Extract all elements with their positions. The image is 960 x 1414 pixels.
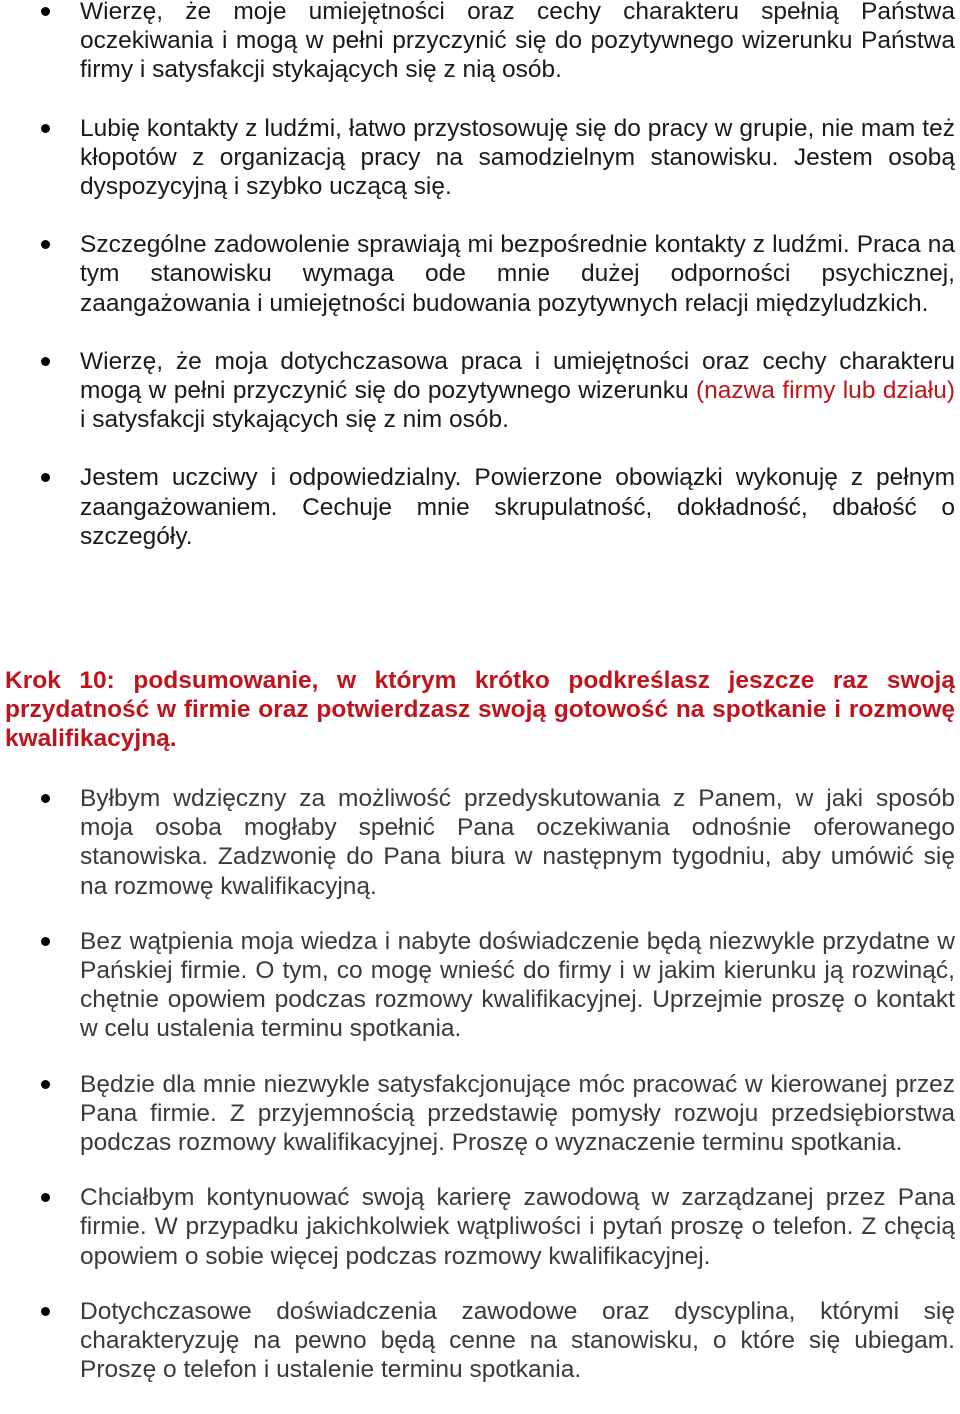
bullet-icon [41, 7, 50, 16]
list-item-text: Będzie dla mnie niezwykle satysfakcjonujące móc pracować w kierowanej przez Pana firmie. Z przyjemnością przedstawię pomysły rozwoju przedsiębiorstwa podczas rozmowy kwalifikacyjnej. Proszę o wyznaczenie terminu spotkania. [80, 1070, 955, 1157]
list-item-text: Dotychczasowe doświadczenia zawodowe oraz dyscyplina, którymi się charakteryzuję na pewno będą cenne na stanowisku, o które się ubiegam. Proszę o telefon i ustalenie terminu spotkania. [80, 1297, 955, 1384]
bullet-icon [41, 357, 50, 366]
bullet-icon [41, 124, 50, 133]
list-item [0, 1297, 960, 1385]
bullet-list-2 [0, 784, 960, 1384]
bullet-list-1 [0, 0, 960, 551]
list-item-text: Jestem uczciwy i odpowiedzialny. Powierzone obowiązki wykonuję z pełnym zaangażowaniem. Cechuje mnie skrupulatność, dokładność, dbałość o szczegóły. [80, 464, 955, 550]
list-item [0, 927, 960, 1044]
list-item-text: Byłbym wdzięczny za możliwość przedyskutowania z Panem, w jaki sposób moja osoba mogłaby spełnić Pana oczekiwania odnośnie oferowanego stanowiska. Zadzwonię do Pana biura w następnym tygodniu, aby umówić się na rozmowę kwalifikacyjną. [80, 785, 955, 900]
bullet-icon [41, 794, 50, 803]
placeholder-company-name: (nazwa firmy lub działu) [695, 377, 955, 405]
list-item [0, 1183, 960, 1271]
list-item [0, 463, 960, 551]
bullet-icon [41, 1193, 50, 1202]
bullet-icon [41, 240, 50, 249]
bullet-icon [41, 1080, 50, 1089]
text-segment: i satysfakcji stykających się z nim osób. [80, 406, 509, 434]
list-item-text: Lubię kontakty z ludźmi, łatwo przystosowuję się do pracy w grupie, nie mam też kłopotów z organizacją pracy na samodzielnym stanowisku. Jestem osobą dyspozycyjną i szybko uczącą się. [80, 114, 955, 201]
bullet-icon [41, 937, 50, 946]
list-item-text: Wierzę, że moje umiejętności oraz cechy charakteru spełnią Państwa oczekiwania i mogą w pełni przyczynić się do pozytywnego wizerunku Państwa firmy i satysfakcji stykających się z nią osób. [80, 0, 955, 84]
list-item [0, 230, 960, 318]
list-item [0, 114, 960, 202]
section-heading: Krok 10: podsumowanie, w którym krótko podkreślasz jeszcze raz swoją przydatność w firmie oraz potwierdzasz swoją gotowość na spotkanie i rozmowę kwalifikacyjną. [5, 667, 955, 753]
bullet-icon [41, 473, 50, 482]
list-item-text: Chciałbym kontynuować swoją karierę zawodową w zarządzanej przez Pana firmie. W przypadku jakichkolwiek wątpliwości i pytań proszę o telefon. Z chęcią opowiem o sobie więcej podczas rozmowy kwalifikacyjnej. [80, 1184, 955, 1270]
list-item-text: Bez wątpienia moja wiedza i nabyte doświadczenie będą niezwykle przydatne w Pańskiej firmie. O tym, co mogę wnieść do firmy i w jakim kierunku ją rozwinąć, chętnie opowiem podczas rozmowy kwalifikacyjnej. Uprzejmie proszę o kontakt w celu ustalenia terminu spotkania. [80, 927, 955, 1043]
list-item-text: Szczególne zadowolenie sprawiają mi bezpośrednie kontakty z ludźmi. Praca na tym stanowisku wymaga ode mnie dużej odporności psychicznej, zaangażowania i umiejętności budowania pozytywnych relacji międzyludzkich. [80, 231, 955, 317]
list-item-text [80, 347, 955, 435]
text-segment: Wierzę, że moja dotychczasowa praca i umiejętności oraz cechy charakteru mogą w pełni przyczynić się do pozytywnego wizerunku [80, 347, 955, 405]
list-item [0, 1070, 960, 1158]
list-item [0, 347, 960, 435]
bullet-icon [41, 1307, 50, 1316]
list-item [0, 0, 960, 85]
list-item [0, 784, 960, 901]
